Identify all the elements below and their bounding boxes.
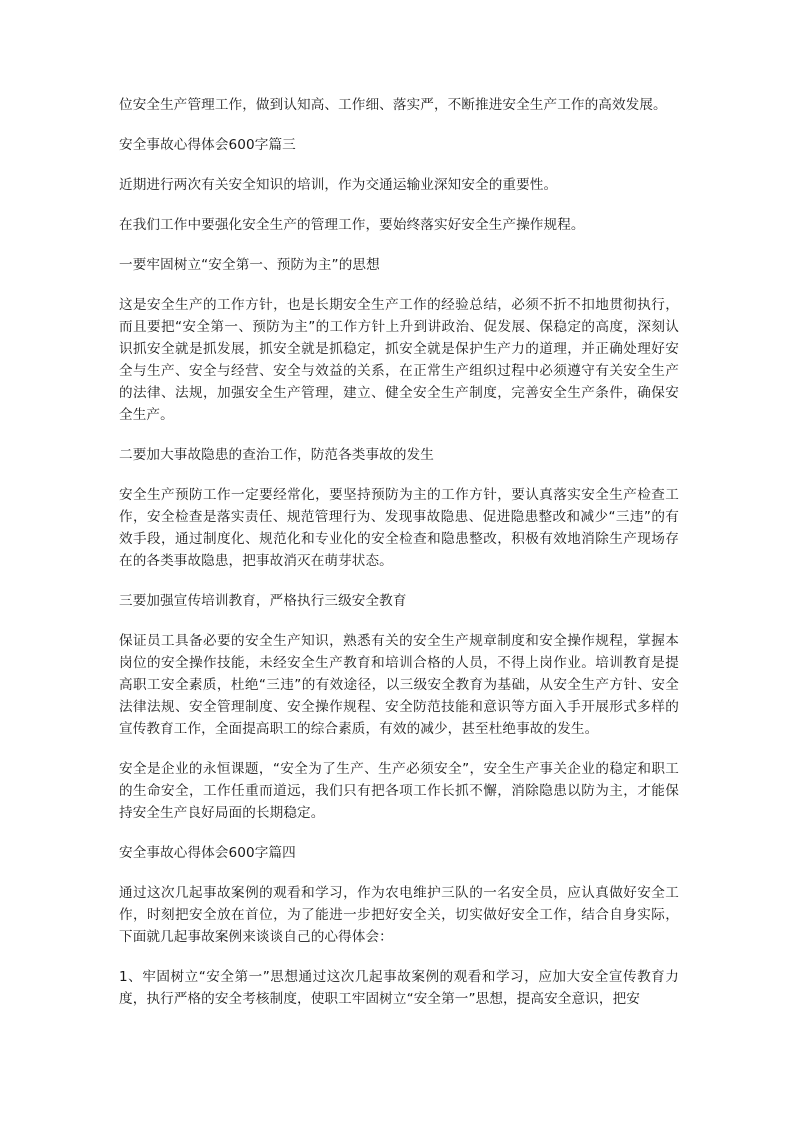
paragraph-training: 保证员工具备必要的安全生产知识，熟悉有关的安全生产规章制度和安全操作规程，掌握本岗位的安全操作技能，未经安全生产教育和培训合格的人员，不得上岗作业。培训教育是提高职工安全素质，杜绝“三违”的有效途径，以三级安全教育为基础，从安全生产方针、安全法律法规、安全管理制度、安全操作规程、安全防范技能和意识等方面入手开展形式多样的宣传教育工作，全面提高职工的综合素质，有效的减少，甚至杜绝事故的发生。	[119, 633, 679, 737]
paragraph-case-study: 通过这次几起事故案例的观看和学习，作为农电维护三队的一名安全员，应认真做好安全工作，时刻把安全放在首位，为了能进一步把好安全关，切实做好安全工作，结合自身实际，下面就几起事故案例来谈谈自己的心得体会：	[119, 885, 679, 945]
paragraph-prevention: 安全生产预防工作一定要经常化，要坚持预防为主的工作方针，要认真落实安全生产检查工作，安全检查是落实责任、规范管理行为、发现事故隐患、促进隐患整改和减少“三违”的有效手段，通过制度化、规范化和专业化的安全检查和隐患整改，积极有效地消除生产现场存在的各类事故隐患，把事故消灭在萌芽状态。	[119, 487, 679, 569]
paragraph-point-one: 1、牢固树立“安全第一”思想通过这次几起事故案例的观看和学习，应加大安全宣传教育力度，执行严格的安全考核制度，使职工牢固树立“安全第一”思想，提高安全意识，把安	[119, 969, 679, 1007]
paragraph-intro: 近期进行两次有关安全知识的培训，作为交通运输业深知安全的重要性。	[119, 177, 558, 193]
section-heading-part4: 安全事故心得体会600字篇四	[119, 845, 296, 861]
subheading-one: 一要牢固树立“安全第一、预防为主”的思想	[119, 257, 380, 273]
paragraph-policy: 这是安全生产的工作方针，也是长期安全生产工作的经验总结，必须不折不扣地贯彻执行，而且要把“安全第一、预防为主”的工作方针上升到讲政治、促发展、保稳定的高度，深刻认识抓安全就是抓发展，抓安全就是抓稳定，抓安全就是保护生产力的道理，并正确处理好安全与生产、安全与经营、安全与效益的关系，在正常生产组织过程中必须遵守有关安全生产的法律、法规，加强安全生产管理，建立、健全安全生产制度，完善安全生产条件，确保安全生产。	[119, 297, 679, 423]
paragraph-management: 在我们工作中要强化安全生产的管理工作，要始终落实好安全生产操作规程。	[119, 217, 585, 233]
section-heading-part3: 安全事故心得体会600字篇三	[119, 137, 296, 153]
subheading-three: 三要加强宣传培训教育，严格执行三级安全教育	[119, 593, 407, 609]
paragraph-conclusion: 安全是企业的永恒课题，“安全为了生产、生产必须安全”，安全生产事关企业的稳定和职工的生命安全，工作任重而道远，我们只有把各项工作长抓不懈，消除隐患以防为主，才能保持安全生产良好局面的长期稳定。	[119, 761, 679, 821]
document-page	[119, 94, 679, 1010]
subheading-two: 二要加大事故隐患的查治工作，防范各类事故的发生	[119, 447, 434, 463]
paragraph-continuation: 位安全生产管理工作，做到认知高、工作细、落实严，不断推进安全生产工作的高效发展。	[119, 97, 667, 113]
